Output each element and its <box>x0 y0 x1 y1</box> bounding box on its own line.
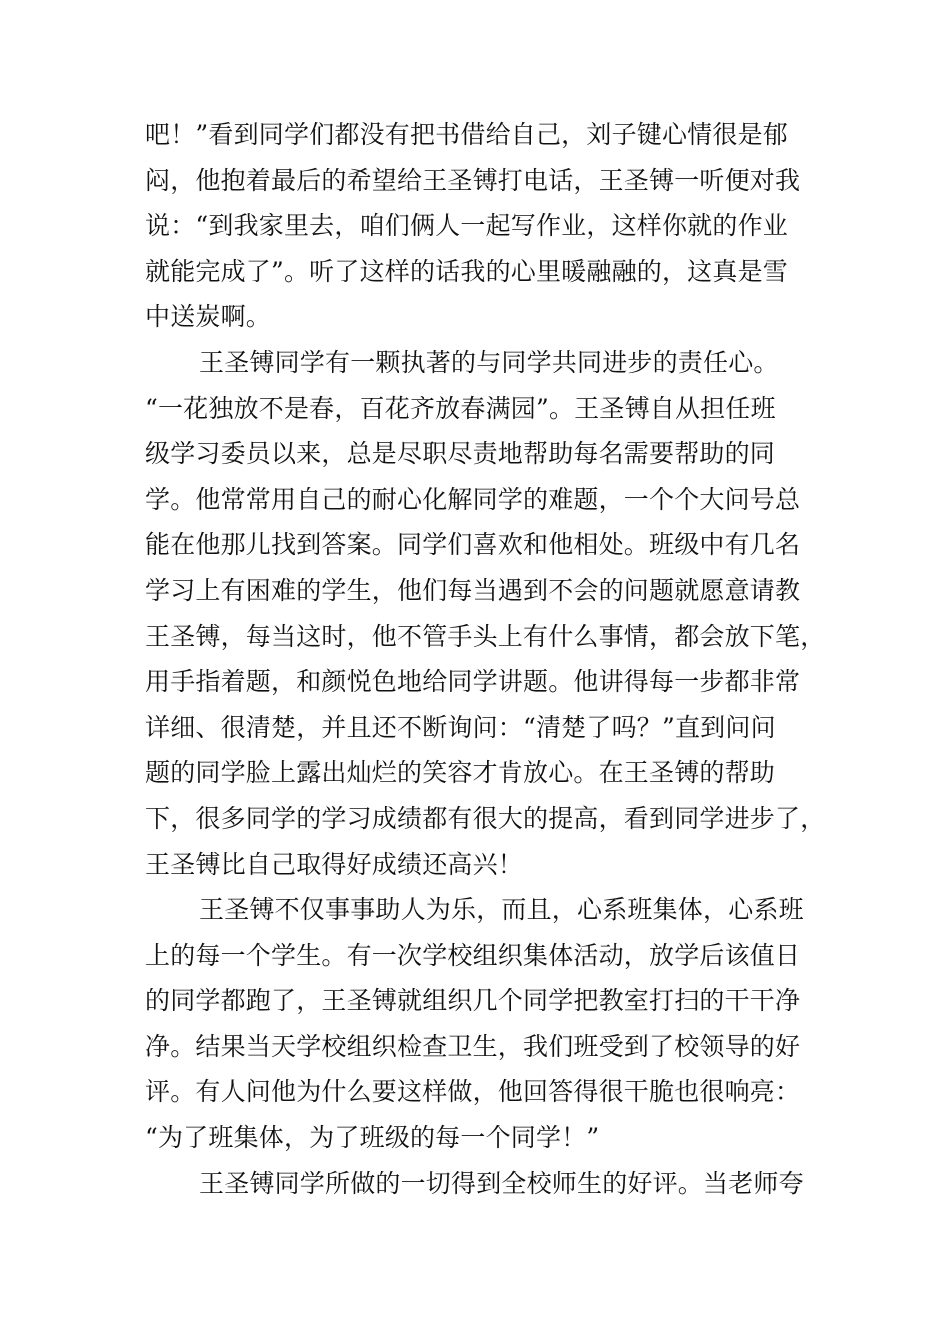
text-line: 闷，他抱着最后的希望给王圣镈打电话，王圣镈一听便对我 <box>145 165 801 195</box>
text-line: “为了班集体，为了班级的每一个同学！” <box>145 1123 600 1153</box>
text-line: 下，很多同学的学习成绩都有很大的提高，看到同学进步了， <box>145 803 826 833</box>
text-line: 题的同学脸上露出灿烂的笑容才肯放心。在王圣镈的帮助 <box>145 758 776 788</box>
text-line: 能在他那儿找到答案。同学们喜欢和他相处。班级中有几名 <box>145 530 801 560</box>
text-line: 详细、很清楚，并且还不断询问：“清楚了吗？”直到问问 <box>145 712 776 742</box>
text-line: “一花独放不是春，百花齐放春满园”。王圣镈自从担任班 <box>145 393 776 423</box>
body-text <box>145 112 845 1206</box>
text-line: 王圣镈，每当这时，他不管手头上有什么事情，都会放下笔， <box>145 621 826 651</box>
text-line: 评。有人问他为什么要这样做，他回答得很干脆也很响亮： <box>145 1077 801 1107</box>
text-line: 净。结果当天学校组织检查卫生，我们班受到了校领导的好 <box>145 1031 801 1061</box>
text-line: 用手指着题，和颜悦色地给同学讲题。他讲得每一步都非常 <box>145 667 801 697</box>
text-line: 就能完成了”。听了这样的话我的心里暖融融的，这真是雪 <box>145 256 788 286</box>
text-line: 学习上有困难的学生，他们每当遇到不会的问题就愿意请教 <box>145 575 801 605</box>
paragraph-start-line: 王圣镈不仅事事助人为乐，而且，心系班集体，心系班 <box>199 895 804 925</box>
text-line: 吧！”看到同学们都没有把书借给自己，刘子键心情很是郁 <box>145 120 788 149</box>
text-line: 中送炭啊。 <box>145 302 272 332</box>
text-line: 的同学都跑了，王圣镈就组织几个同学把教室打扫的干干净 <box>145 986 801 1016</box>
text-line: 上的每一个学生。有一次学校组织集体活动，放学后该值日 <box>145 940 801 970</box>
text-line: 级学习委员以来，总是尽职尽责地帮助每名需要帮助的同 <box>145 439 776 469</box>
paragraph-start-line: 王圣镈同学有一颗执著的与同学共同进步的责任心。 <box>199 347 779 377</box>
paragraph-start-line: 王圣镈同学所做的一切得到全校师生的好评。当老师夸 <box>199 1168 804 1198</box>
text-line: 学。他常常用自己的耐心化解同学的难题，一个个大问号总 <box>145 484 801 514</box>
text-line: 说：“到我家里去，咱们俩人一起写作业，这样你就的作业 <box>145 211 788 241</box>
text-line: 王圣镈比自己取得好成绩还高兴！ <box>145 849 524 879</box>
